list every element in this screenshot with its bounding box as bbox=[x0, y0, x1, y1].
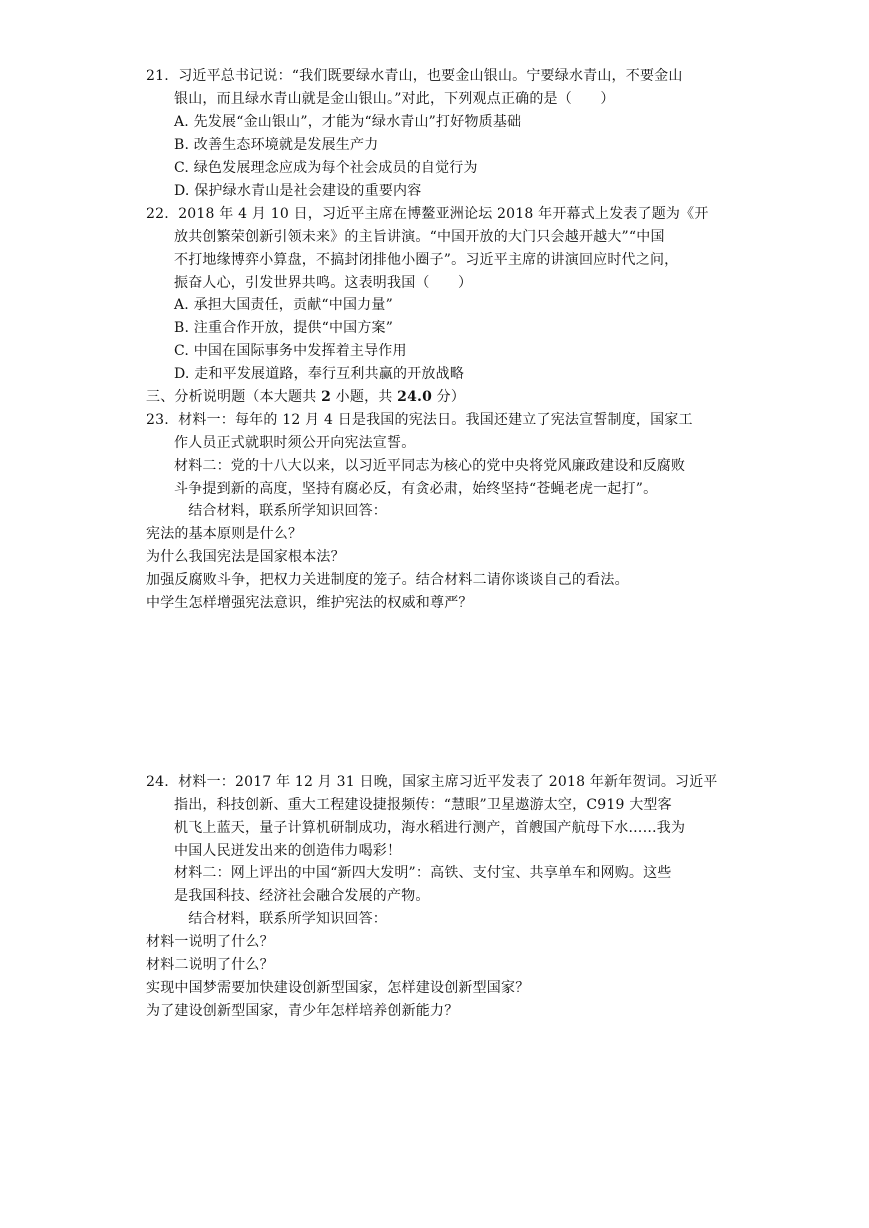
question-number: 23. bbox=[146, 412, 169, 428]
material-two-line: 是我国科技、经济社会融合发展的产物。 bbox=[174, 888, 430, 904]
instruction: 结合材料，联系所学知识回答： bbox=[188, 503, 388, 519]
sub-question: 实现中国梦需要加快建设创新型国家，怎样建设创新型国家？ bbox=[146, 980, 530, 996]
sub-question: 宪法的基本原则是什么？ bbox=[146, 526, 303, 542]
sub-question: 为了建设创新型国家，青少年怎样培养创新能力？ bbox=[146, 1003, 459, 1019]
question-stem-line: 放共创繁荣创新引领未来》的主旨讲演。“中国开放的大门只会越开越大”“中国 bbox=[174, 229, 665, 245]
material-two-line: 材料二：网上评出的中国“新四大发明”：高铁、支付宝、共享单车和网购。这些 bbox=[174, 865, 672, 881]
question-stem-line: 振奋人心，引发世界共鸣。这表明我国（ ） bbox=[174, 275, 473, 291]
material-one-line: 作人员正式就职时须公开向宪法宣誓。 bbox=[174, 435, 416, 451]
option-a: A. 承担大国责任，贡献“中国力量” bbox=[174, 297, 393, 313]
question-stem-line: 不打地缘博弈小算盘，不搞封闭排他小圈子”。习近平主席的讲演回应时代之问， bbox=[174, 252, 679, 268]
sub-question: 材料一说明了什么？ bbox=[146, 934, 274, 950]
material-one-line: 中国人民迸发出来的创造伟力喝彩！ bbox=[174, 843, 402, 859]
material-two-line: 斗争提到新的高度，坚持有腐必反，有贪必肃，始终坚持“苍蝇老虎一起打”。 bbox=[174, 481, 658, 497]
question-number: 24. bbox=[146, 774, 169, 790]
section-heading: 三、分析说明题（本大题共 2 小题，共 24.0 分） bbox=[146, 389, 466, 405]
question-number: 22. bbox=[146, 206, 169, 222]
question-stem-line: 2018 年 4 月 10 日，习近平主席在博鳌亚洲论坛 2018 年开幕式上发表了题为《开 bbox=[178, 206, 709, 222]
material-one-line: 材料一：2017 年 12 月 31 日晚，国家主席习近平发表了 2018 年新年贺词。习近平 bbox=[178, 774, 718, 790]
option-d: D. 走和平发展道路，奉行互利共赢的开放战略 bbox=[174, 366, 465, 382]
sub-question: 为什么我国宪法是国家根本法？ bbox=[146, 549, 345, 565]
sub-question: 材料二说明了什么？ bbox=[146, 957, 274, 973]
option-d: D. 保护绿水青山是社会建设的重要内容 bbox=[174, 183, 422, 199]
material-one-line: 材料一：每年的 12 月 4 日是我国的宪法日。我国还建立了宪法宣誓制度，国家工 bbox=[178, 412, 693, 428]
question-stem-line: 习近平总书记说：“我们既要绿水青山，也要金山银山。宁要绿水青山，不要金山 bbox=[178, 68, 683, 84]
option-b: B. 改善生态环境就是发展生产力 bbox=[174, 137, 379, 153]
question-number: 21. bbox=[146, 68, 169, 84]
material-one-line: 机飞上蓝天，量子计算机研制成功，海水稻进行测产，首艘国产航母下水……我为 bbox=[174, 820, 686, 836]
option-b: B. 注重合作开放，提供“中国方案” bbox=[174, 320, 394, 336]
instruction: 结合材料，联系所学知识回答： bbox=[188, 911, 388, 927]
question-stem-line: 银山，而且绿水青山就是金山银山。”对此，下列观点正确的是（ ） bbox=[174, 91, 615, 107]
option-a: A. 先发展“金山银山”，才能为“绿水青山”打好物质基础 bbox=[174, 114, 522, 130]
sub-question: 中学生怎样增强宪法意识，维护宪法的权威和尊严？ bbox=[146, 595, 473, 611]
option-c: C. 绿色发展理念应成为每个社会成员的自觉行为 bbox=[174, 160, 478, 176]
sub-question: 加强反腐败斗争，把权力关进制度的笼子。结合材料二请你谈谈自己的看法。 bbox=[146, 572, 629, 588]
question-count: 2 bbox=[321, 389, 332, 405]
material-one-line: 指出，科技创新、重大工程建设捷报频传：“慧眼”卫星遨游太空，C919 大型客 bbox=[174, 797, 672, 813]
option-c: C. 中国在国际事务中发挥着主导作用 bbox=[174, 343, 407, 359]
total-score: 24.0 bbox=[397, 389, 433, 405]
material-two-line: 材料二：党的十八大以来，以习近平同志为核心的党中央将党风廉政建设和反腐败 bbox=[174, 458, 686, 474]
